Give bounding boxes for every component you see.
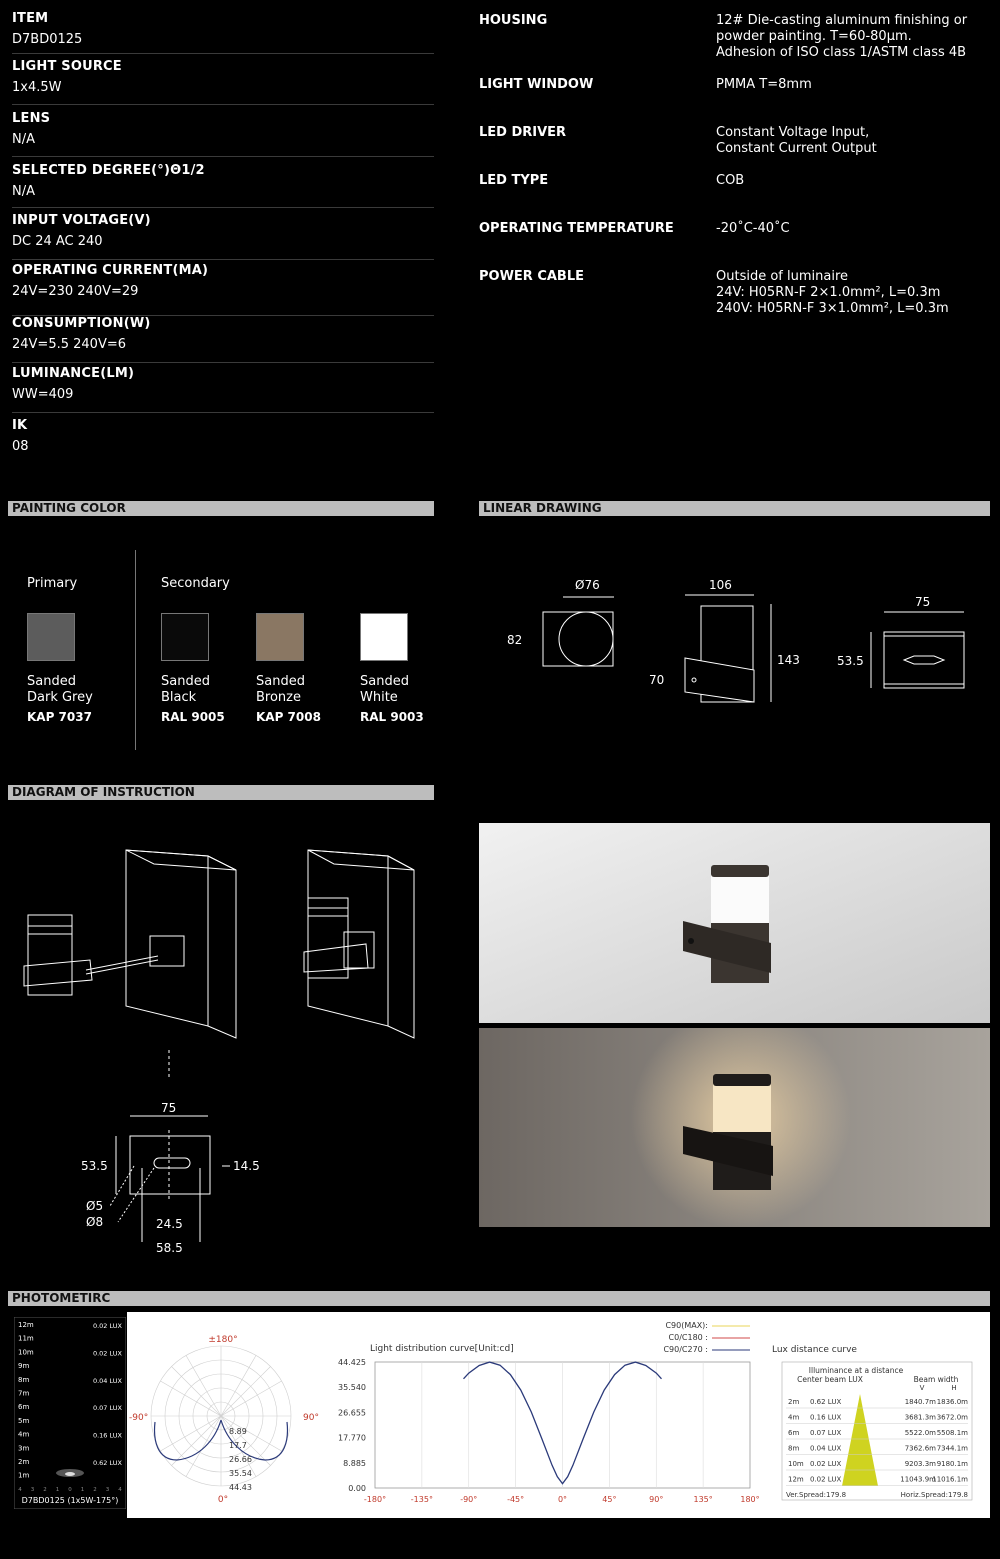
product-photo-night [479, 1028, 990, 1227]
curve-x-tick: -45° [507, 1495, 525, 1504]
cone-distance-label: 12m [18, 1321, 34, 1329]
swatch-name: Sanded [360, 674, 409, 689]
curve-y-tick: 26.655 [338, 1408, 366, 1418]
cone-scale-tick: 3 [105, 1487, 110, 1493]
cone-caption: D7BD0125 (1x5W-175°) [21, 1496, 119, 1505]
lux-value: 0.62 LUX [810, 1398, 842, 1406]
beam-cone-panel [14, 1317, 126, 1509]
dim-d76: Ø76 [575, 578, 600, 592]
cone-distance-label: 5m [18, 1416, 30, 1425]
lux-value: 0.04 LUX [810, 1444, 842, 1453]
spec-row [12, 316, 434, 363]
spec-value: 24V=5.5 240V=6 [12, 337, 127, 352]
product-photo-day [479, 823, 990, 1023]
section-linear-drawing: LINEAR DRAWING [479, 501, 990, 516]
detail-value-line: COB [716, 173, 745, 188]
spec-label: IK [12, 418, 28, 433]
spec-row [12, 366, 434, 413]
lux-beam-h: 5508.1m [936, 1429, 968, 1437]
detail-value-line: powder painting. T=60-80μm. [716, 29, 912, 44]
inst-dim-145: 14.5 [233, 1159, 260, 1173]
polar-left: -90° [129, 1413, 149, 1423]
dim-70: 70 [649, 673, 665, 687]
curve-y-tick: 0.00 [348, 1484, 366, 1493]
cone-scale-tick: 3 [30, 1487, 35, 1493]
spec-label: CONSUMPTION(W) [12, 316, 151, 331]
curve-title: Light distribution curve[Unit:cd] [370, 1344, 514, 1354]
spec-label: OPERATING CURRENT(MA) [12, 263, 209, 278]
detail-value-line: Constant Voltage Input, [716, 125, 870, 140]
section-photometric: PHOTOMETIRC [8, 1291, 990, 1306]
cone-lux-label: 0.62 LUX [92, 1459, 122, 1467]
lux-v: V [919, 1384, 925, 1392]
lux-header3: Beam width [913, 1375, 959, 1384]
lux-beam-h: 9180.1m [936, 1460, 968, 1468]
curve-legend-label: C0/C180 : [668, 1333, 708, 1342]
spec-value: WW=409 [12, 387, 74, 402]
curve-x-tick: 90° [649, 1495, 664, 1504]
polar-bottom: 0° [217, 1495, 229, 1505]
lux-distance: 10m [788, 1460, 804, 1468]
lux-distance: 12m [788, 1475, 804, 1484]
curve-y-tick: 8.885 [343, 1458, 366, 1468]
section-diagram-instruction: DIAGRAM OF INSTRUCTION [8, 785, 434, 800]
inst-dim-o5: Ø5 [86, 1199, 104, 1213]
detail-value [716, 173, 986, 189]
color-swatch [27, 613, 75, 661]
cone-distance-label: 11m [18, 1334, 34, 1343]
spec-value: 08 [12, 439, 29, 454]
polar-ring-label: 17.7 [229, 1441, 247, 1450]
detail-value [716, 13, 986, 61]
color-divider [135, 550, 136, 750]
polar-diagram [127, 1330, 325, 1510]
polar-top: ±180° [208, 1335, 238, 1345]
detail-value-line: Adhesion of ISO class 1/ASTM class 4B [716, 45, 967, 60]
detail-value-line: Outside of luminaire [716, 269, 848, 284]
spec-row [12, 111, 434, 157]
swatch-name: Dark Grey [27, 690, 93, 705]
lux-beam-h: 3672.0m [936, 1413, 968, 1422]
curve-y-tick: 44.425 [338, 1358, 366, 1367]
cone-lux-label: 0.07 LUX [92, 1404, 122, 1413]
lux-distance: 6m [788, 1429, 800, 1437]
lux-value: 0.07 LUX [810, 1429, 842, 1437]
cone-scale-tick: 4 [118, 1487, 122, 1493]
lux-h: H [951, 1384, 957, 1392]
spec-value: 24V=230 240V=29 [12, 284, 139, 299]
cone-lux-label: 0.04 LUX [92, 1376, 122, 1385]
light-distribution-chart [330, 1316, 760, 1508]
instruction-diagram [8, 830, 448, 1260]
curve-legend-label: C90(MAX): [665, 1321, 708, 1330]
detail-label: OPERATING TEMPERATURE [479, 221, 674, 236]
detail-label: LED DRIVER [479, 125, 567, 140]
spec-row [12, 163, 434, 208]
lux-distance: 4m [788, 1413, 800, 1422]
swatch-code: RAL 9003 [360, 710, 424, 724]
lux-beam-v: 7362.6m [904, 1444, 936, 1453]
spec-value: DC 24 AC 240 [12, 234, 103, 249]
swatch-name: White [360, 690, 398, 705]
lux-ver-spread: Ver.Spread:179.8 [786, 1491, 847, 1499]
cone-scale-tick: 4 [18, 1487, 22, 1493]
spec-label: LENS [12, 111, 51, 126]
cone-distance-label: 4m [18, 1430, 30, 1439]
cone-lux-label: 0.02 LUX [92, 1322, 122, 1330]
detail-value [716, 125, 986, 157]
secondary-label: Secondary [161, 576, 230, 591]
detail-label: LED TYPE [479, 173, 549, 188]
lux-header1: Illuminance at a distance [808, 1366, 904, 1375]
lux-beam-v: 5522.0m [904, 1429, 936, 1437]
curve-x-tick: -135° [410, 1495, 433, 1504]
curve-legend-label: C90/C270 : [663, 1345, 708, 1354]
primary-label: Primary [27, 576, 78, 591]
swatch-code: RAL 9005 [161, 710, 225, 724]
lux-beam-v: 9203.3m [904, 1460, 936, 1468]
spec-row [12, 263, 434, 316]
spec-value: D7BD0125 [12, 32, 83, 47]
lux-beam-v: 11043.9m [900, 1475, 936, 1484]
cone-scale-tick: 2 [93, 1487, 97, 1493]
curve-x-tick: 135° [693, 1495, 713, 1504]
spec-value: 1x4.5W [12, 80, 62, 95]
polar-right: 90° [303, 1413, 319, 1423]
curve-x-tick: 0° [557, 1495, 568, 1504]
spec-row [12, 59, 434, 105]
cone-scale-tick: 2 [43, 1487, 47, 1493]
inst-dim-53: 53.5 [81, 1159, 108, 1173]
lux-beam-v: 1840.7m [904, 1398, 936, 1406]
cone-distance-label: 3m [18, 1444, 30, 1453]
lux-beam-h: 11016.1m [932, 1475, 968, 1484]
detail-label: POWER CABLE [479, 269, 585, 284]
lux-beam-h: 7344.1m [936, 1444, 968, 1453]
section-painting-color: PAINTING COLOR [8, 501, 434, 516]
cone-distance-label: 6m [18, 1403, 30, 1412]
spec-value: N/A [12, 184, 35, 199]
detail-label: HOUSING [479, 13, 548, 28]
lux-value: 0.02 LUX [810, 1460, 842, 1468]
spec-label: INPUT VOLTAGE(V) [12, 213, 151, 228]
spec-row [12, 11, 434, 54]
dim-53: 53.5 [837, 654, 864, 668]
detail-value [716, 221, 986, 237]
spec-label: LUMINANCE(LM) [12, 366, 135, 381]
color-swatch [256, 613, 304, 661]
detail-value-line: 240V: H05RN-F 3×1.0mm², L=0.3m [716, 301, 949, 316]
swatch-name: Sanded [27, 674, 76, 689]
swatch-name: Bronze [256, 690, 301, 705]
curve-y-tick: 17.770 [338, 1433, 366, 1443]
color-swatch [161, 613, 209, 661]
polar-ring-label: 44.43 [229, 1483, 252, 1492]
polar-ring-label: 26.66 [229, 1455, 252, 1464]
detail-value-line: -20˚C-40˚C [716, 221, 790, 236]
curve-x-tick: 45° [602, 1495, 617, 1504]
cone-distance-label: 2m [18, 1458, 30, 1466]
detail-value-line: 24V: H05RN-F 2×1.0mm², L=0.3m [716, 285, 941, 300]
lux-title: Lux distance curve [772, 1345, 857, 1355]
spec-label: SELECTED DEGREE(°)Θ1/2 [12, 163, 205, 178]
swatch-code: KAP 7008 [256, 710, 321, 724]
dim-82: 82 [507, 633, 523, 647]
polar-ring-label: 8.89 [229, 1427, 247, 1436]
cone-scale-tick: 0 [68, 1487, 72, 1493]
cone-distance-label: 1m [18, 1471, 30, 1480]
spec-row [12, 418, 434, 462]
lux-value: 0.02 LUX [810, 1475, 842, 1484]
cone-distance-label: 10m [18, 1348, 34, 1357]
cone-lux-label: 0.02 LUX [92, 1349, 122, 1358]
inst-dim-o8: Ø8 [86, 1215, 104, 1229]
lux-header2: Center beam LUX [797, 1375, 863, 1384]
inst-dim-75: 75 [161, 1101, 177, 1115]
dim-75: 75 [915, 595, 931, 609]
cone-distance-label: 8m [18, 1375, 30, 1384]
detail-label: LIGHT WINDOW [479, 77, 594, 92]
curve-x-tick: -90° [460, 1495, 478, 1504]
lux-distance-panel [768, 1340, 982, 1504]
detail-value-line: 12# Die-casting aluminum finishing or [716, 13, 968, 28]
lux-value: 0.16 LUX [810, 1413, 842, 1422]
spec-label: ITEM [12, 11, 49, 26]
lux-hor-spread: Horiz.Spread:179.8 [900, 1491, 968, 1499]
swatch-name: Black [161, 690, 197, 705]
cone-distance-label: 9m [18, 1362, 30, 1371]
detail-value [716, 269, 986, 317]
swatch-name: Sanded [256, 674, 305, 689]
curve-y-tick: 35.540 [338, 1383, 366, 1393]
cone-lux-label: 0.16 LUX [92, 1431, 122, 1440]
spec-row [12, 213, 434, 260]
spec-label: LIGHT SOURCE [12, 59, 122, 74]
detail-value [716, 77, 986, 93]
cone-scale-tick: 1 [55, 1487, 60, 1493]
color-swatch [360, 613, 408, 661]
swatch-name: Sanded [161, 674, 210, 689]
inst-dim-585: 58.5 [156, 1241, 183, 1255]
swatch-code: KAP 7037 [27, 710, 92, 724]
cone-distance-label: 7m [18, 1389, 30, 1398]
lux-beam-v: 3681.3m [904, 1413, 936, 1422]
dim-106: 106 [709, 578, 732, 592]
dim-143: 143 [777, 653, 800, 667]
lux-beam-h: 1836.0m [936, 1398, 968, 1406]
polar-ring-label: 35.54 [229, 1469, 252, 1478]
cone-scale-tick: 1 [80, 1487, 85, 1493]
linear-drawing [479, 560, 990, 710]
inst-dim-245: 24.5 [156, 1217, 183, 1231]
detail-value-line: Constant Current Output [716, 141, 877, 156]
lux-distance: 2m [788, 1398, 800, 1406]
curve-x-tick: 180° [740, 1495, 760, 1504]
curve-x-tick: -180° [363, 1495, 387, 1504]
spec-value: N/A [12, 132, 35, 147]
lux-distance: 8m [788, 1444, 800, 1453]
detail-value-line: PMMA T=8mm [716, 77, 812, 92]
